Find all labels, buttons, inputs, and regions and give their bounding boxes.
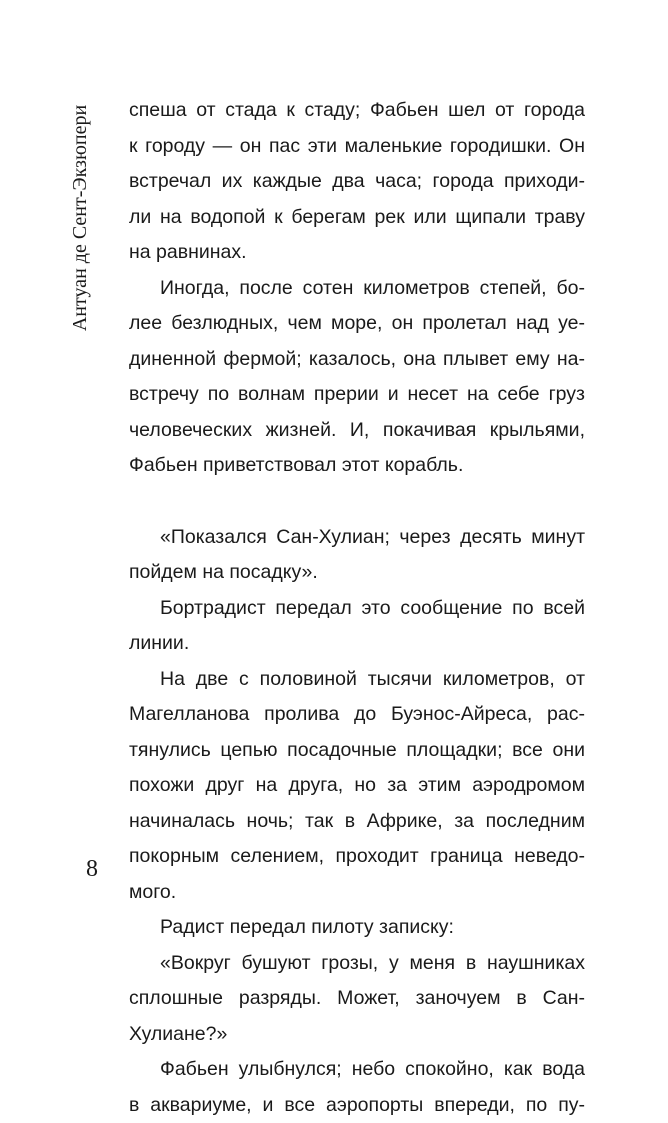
text-line: человеческих жизней. И, покачивая крыльями, xyxy=(129,413,585,449)
paragraph xyxy=(129,1052,585,1123)
text-line: Магелланова пролива до Буэнос-Айреса, рас- xyxy=(129,697,585,733)
text-line: лее безлюдных, чем море, он пролетал над уе- xyxy=(129,306,585,342)
text-line: мого. xyxy=(129,875,585,911)
text-line: похожи друг на друга, но за этим аэродромом xyxy=(129,768,585,804)
paragraph xyxy=(129,520,585,591)
text-line: Хулиане?» xyxy=(129,1017,585,1053)
text-line: Иногда, после сотен километров степей, бо- xyxy=(129,271,585,307)
body-text xyxy=(129,93,585,1123)
text-line: в аквариуме, и все аэропорты впереди, по пу- xyxy=(129,1088,585,1123)
text-line: линии. xyxy=(129,626,585,662)
paragraph xyxy=(129,946,585,1053)
text-line: На две с половиной тысячи километров, от xyxy=(129,662,585,698)
paragraph xyxy=(129,591,585,662)
text-line: сплошные разряды. Может, заночуем в Сан- xyxy=(129,981,585,1017)
text-line: встречу по волнам прерии и несет на себе груз xyxy=(129,377,585,413)
text-line: «Вокруг бушуют грозы, у меня в наушниках xyxy=(129,946,585,982)
section-break xyxy=(129,484,585,520)
text-line: начиналась ночь; так в Африке, за последним xyxy=(129,804,585,840)
running-head: Антуан де Сент-Экзюпери xyxy=(68,73,92,363)
paragraph xyxy=(129,93,585,271)
text-line: пойдем на посадку». xyxy=(129,555,585,591)
text-line: покорным селением, проходит граница неведо- xyxy=(129,839,585,875)
text-line: тянулись цепью посадочные площадки; все они xyxy=(129,733,585,769)
text-line: встречал их каждые два часа; города приходи- xyxy=(129,164,585,200)
text-line: «Показался Сан-Хулиан; через десять минут xyxy=(129,520,585,556)
text-line: Радист передал пилоту записку: xyxy=(129,910,585,946)
text-line: Фабьен улыбнулся; небо спокойно, как вода xyxy=(129,1052,585,1088)
paragraph xyxy=(129,271,585,484)
text-line: к городу — он пас эти маленькие городишки. Он xyxy=(129,129,585,165)
text-line: Фабьен приветствовал этот корабль. xyxy=(129,448,585,484)
paragraph xyxy=(129,662,585,911)
text-line: спеша от стада к стаду; Фабьен шел от города xyxy=(129,93,585,129)
page-number: 8 xyxy=(86,856,98,882)
text-line: на равнинах. xyxy=(129,235,585,271)
paragraph xyxy=(129,910,585,946)
text-line: Бортрадист передал это сообщение по всей xyxy=(129,591,585,627)
text-line: диненной фермой; казалось, она плывет ему на- xyxy=(129,342,585,378)
text-line: ли на водопой к берегам рек или щипали траву xyxy=(129,200,585,236)
